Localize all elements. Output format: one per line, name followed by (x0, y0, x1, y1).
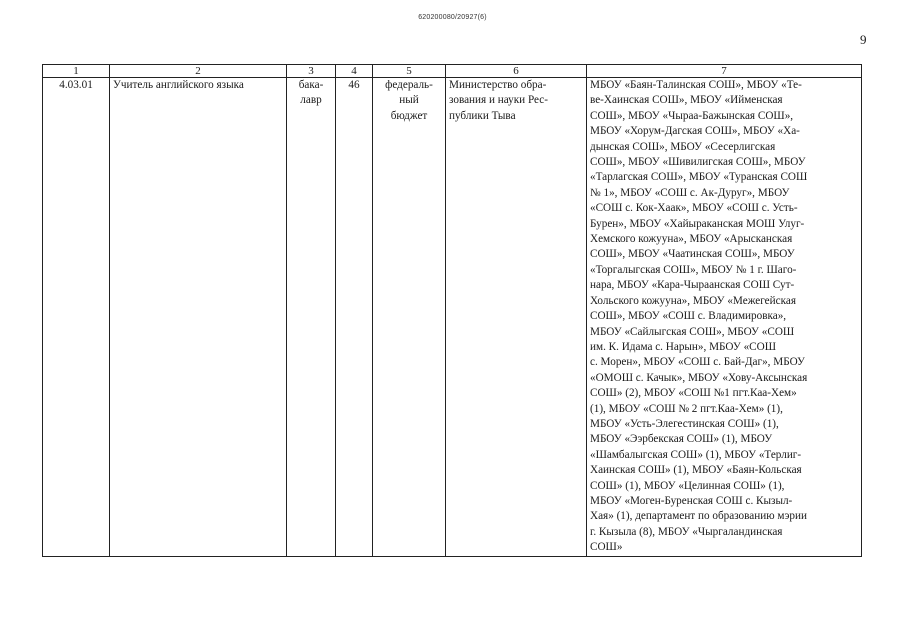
funding-source-line: ный (399, 94, 419, 107)
column-number: 5 (373, 65, 446, 78)
column-number: 2 (110, 65, 287, 78)
education-level (287, 78, 336, 557)
schools-list-line: МБОУ «Сайлыгская СОШ», МБОУ «СОШ (590, 325, 795, 338)
schools-list-line: «ОМОШ с. Качык», МБОУ «Хову-Аксынская (590, 371, 808, 384)
education-level-line: лавр (300, 94, 322, 107)
schools-list-line: Хая» (1), департамент по образованию мэрии (590, 510, 807, 523)
document-id: 620200080/20927(6) (418, 14, 487, 21)
schools-list (587, 78, 862, 557)
ministry-line: зования и науки Рес- (449, 94, 548, 107)
schools-list-line: Хаинская СОШ» (1), МБОУ «Баян-Кольская (590, 464, 802, 477)
positions-table (42, 64, 862, 557)
schools-list-line: МБОУ «Усть-Элегестинская СОШ» (1), (590, 417, 779, 430)
schools-list-line: СОШ» (590, 541, 623, 554)
schools-list-line: с. Морен», МБОУ «СОШ с. Бай-Даг», МБОУ (590, 356, 805, 369)
column-number: 4 (336, 65, 373, 78)
page-number: 9 (860, 32, 867, 47)
schools-list-line: СОШ», МБОУ «СОШ с. Владимировка», (590, 310, 787, 323)
schools-list-line: г. Кызыла (8), МБОУ «Чыргаландинская (590, 525, 783, 538)
schools-list-line: «Торгалыгская СОШ», МБОУ № 1 г. Шаго- (590, 263, 797, 276)
schools-list-line: Хемского кожууна», МБОУ «Арысканская (590, 233, 793, 246)
position-title: Учитель английского языка (110, 78, 287, 557)
ministry-line: Министерство обра- (449, 79, 547, 91)
column-number: 1 (43, 65, 110, 78)
schools-list-line: «Шамбалыгская СОШ» (1), МБОУ «Терлиг- (590, 448, 802, 461)
column-number: 3 (287, 65, 336, 78)
schools-list-line: нара, МБОУ «Кара-Чыраанская СОШ Сут- (590, 279, 795, 292)
schools-list-line: дынская СОШ», МБОУ «Сесерлигская (590, 140, 776, 153)
schools-list-line: МБОУ «Баян-Талинская СОШ», МБОУ «Те- (590, 79, 802, 91)
column-number-row (43, 65, 862, 78)
schools-list-line: «Тарлагская СОШ», МБОУ «Туранская СОШ (590, 171, 808, 184)
schools-list-line: им. К. Идама с. Нарын», МБОУ «СОШ (590, 340, 776, 353)
schools-list-line: (1), МБОУ «СОШ № 2 пгт.Каа-Хем» (1), (590, 402, 783, 415)
position-count: 46 (336, 78, 373, 557)
position-code: 4.03.01 (43, 78, 110, 557)
column-number: 7 (587, 65, 862, 78)
ministry (446, 78, 587, 557)
schools-list-line: СОШ» (1), МБОУ «Целинная СОШ» (1), (590, 479, 785, 492)
schools-list-line: МБОУ «Ээрбекская СОШ» (1), МБОУ (590, 433, 773, 446)
schools-list-line: МБОУ «Моген-Буренская СОШ с. Кызыл- (590, 494, 793, 507)
schools-list-line: ве-Хаинская СОШ», МБОУ «Ийменская (590, 94, 783, 107)
schools-list-line: «СОШ с. Кок-Хаак», МБОУ «СОШ с. Усть- (590, 202, 798, 215)
column-number: 6 (446, 65, 587, 78)
schools-list-line: Хольского кожууна», МБОУ «Межегейская (590, 294, 796, 307)
schools-list-line: СОШ», МБОУ «Шивилигская СОШ», МБОУ (590, 156, 806, 169)
education-level-line: бака- (298, 79, 324, 91)
funding-source-line: бюджет (390, 109, 428, 122)
schools-list-line: № 1», МБОУ «СОШ с. Ак-Дуруг», МБОУ (590, 186, 790, 199)
funding-source-line: федераль- (385, 79, 433, 91)
table-row (43, 78, 862, 557)
schools-list-line: СОШ» (2), МБОУ «СОШ №1 пгт.Каа-Хем» (590, 387, 797, 400)
schools-list-line: МБОУ «Хорум-Дагская СОШ», МБОУ «Ха- (590, 125, 800, 138)
schools-list-line: Бурен», МБОУ «Хайыраканская МОШ Улуг- (590, 217, 805, 230)
ministry-line: публики Тыва (449, 109, 516, 122)
funding-source (373, 78, 446, 557)
schools-list-line: СОШ», МБОУ «Чаатинская СОШ», МБОУ (590, 248, 795, 261)
schools-list-line: СОШ», МБОУ «Чыраа-Бажынская СОШ», (590, 109, 794, 122)
